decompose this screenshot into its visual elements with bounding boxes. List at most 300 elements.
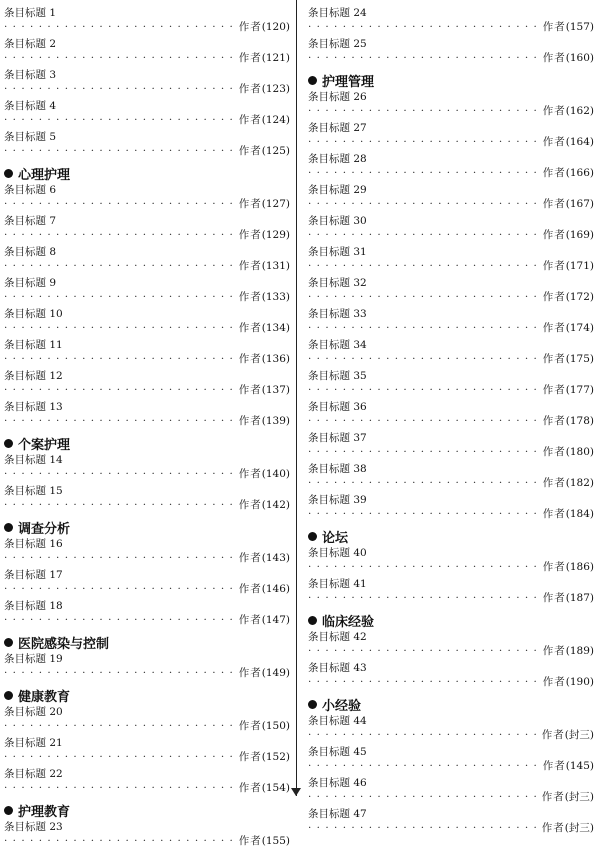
toc-entry[interactable]: [308, 745, 594, 773]
entry-authors: 作者: [238, 614, 262, 626]
left-column: [4, 6, 290, 851]
dot-leader: [4, 259, 235, 273]
dot-leader: [308, 20, 539, 34]
entry-title: 条目标题 36: [308, 401, 367, 413]
entry-meta: [4, 498, 290, 512]
entry-authors: 作者: [238, 583, 262, 595]
toc-section: [308, 694, 594, 835]
dot-leader: [4, 498, 235, 512]
bullet-icon: [4, 691, 13, 700]
entry-title: 条目标题 9: [4, 277, 57, 289]
entry-authors: 作者: [238, 52, 262, 64]
toc-entry[interactable]: [4, 183, 290, 211]
entry-title: 条目标题 27: [308, 122, 367, 134]
entry-page-number: (177): [565, 384, 594, 396]
entry-meta: [308, 476, 594, 490]
toc-entry[interactable]: [308, 630, 594, 658]
toc-entry[interactable]: [4, 484, 290, 512]
entry-meta: [308, 104, 594, 118]
entry-title: 条目标题 26: [308, 91, 367, 103]
bullet-icon: [4, 638, 13, 647]
toc-entry[interactable]: [308, 369, 594, 397]
entry-meta: [4, 228, 290, 242]
toc-entry[interactable]: [308, 90, 594, 118]
entry-title: 条目标题 47: [308, 808, 367, 820]
entry-title: 条目标题 38: [308, 463, 367, 475]
entry-page-number: (167): [565, 198, 594, 210]
toc-entry[interactable]: [308, 546, 594, 574]
entry-page-number: (160): [565, 52, 594, 64]
entry-title: 条目标题 22: [4, 768, 63, 780]
toc-entry[interactable]: [4, 338, 290, 366]
entry-page-number: (172): [565, 291, 594, 303]
dot-leader: [4, 383, 235, 397]
entry-meta: [308, 321, 594, 335]
entry-page-number: (162): [565, 105, 594, 117]
entry-meta: [308, 197, 594, 211]
toc-entry[interactable]: [308, 37, 594, 65]
section-title: 医院感染与控制: [18, 636, 110, 652]
toc-entry[interactable]: [4, 307, 290, 335]
entry-authors: 作者: [542, 353, 566, 365]
entry-meta: [4, 750, 290, 764]
entry-meta: [308, 591, 594, 605]
dot-leader: [308, 644, 539, 658]
entry-authors: 作者: [542, 291, 566, 303]
toc-entry[interactable]: [308, 493, 594, 521]
entry-title: 条目标题 30: [308, 215, 367, 227]
section-title: 护理管理: [322, 74, 375, 90]
entry-title: 条目标题 20: [4, 706, 63, 718]
entry-authors: 作者: [542, 105, 566, 117]
entry-meta: [308, 445, 594, 459]
entry-meta: [308, 644, 594, 658]
dot-leader: [308, 560, 539, 574]
entry-page-number: (174): [565, 322, 594, 334]
dot-leader: [308, 259, 539, 273]
bullet-icon: [308, 700, 317, 709]
entry-meta: [4, 467, 290, 481]
entry-page-number: (175): [565, 353, 594, 365]
dot-leader: [4, 719, 235, 733]
entry-meta: [308, 507, 594, 521]
entry-page-number: (137): [261, 384, 290, 396]
dot-leader: [4, 467, 235, 481]
entry-page-number: (164): [565, 136, 594, 148]
dot-leader: [308, 728, 538, 742]
entry-page-number: (152): [261, 751, 290, 763]
column-divider: [296, 0, 297, 796]
entry-page-number: (182): [565, 477, 594, 489]
entry-meta: [308, 20, 594, 34]
toc-section: [4, 6, 290, 158]
entry-title: 条目标题 42: [308, 631, 367, 643]
entry-page-number: (186): [565, 561, 594, 573]
entry-authors: 作者: [238, 782, 262, 794]
entry-page-number: (145): [565, 760, 594, 772]
toc-entry[interactable]: [308, 661, 594, 689]
toc-entry[interactable]: [308, 462, 594, 490]
section-title: 小经验: [322, 698, 362, 714]
dot-leader: [308, 321, 539, 335]
entry-meta: [4, 352, 290, 366]
toc-entry[interactable]: [4, 99, 290, 127]
toc-entry[interactable]: [308, 152, 594, 180]
toc-entry[interactable]: [4, 453, 290, 481]
entry-meta: [308, 352, 594, 366]
dot-leader: [4, 666, 235, 680]
entry-authors: 作者: [238, 751, 262, 763]
entry-authors: 作者: [542, 136, 566, 148]
entry-meta: [308, 414, 594, 428]
toc-entry[interactable]: [4, 568, 290, 596]
entry-title: 条目标题 11: [4, 339, 63, 351]
dot-leader: [4, 551, 235, 565]
entry-authors: 作者: [238, 21, 262, 33]
dot-leader: [308, 445, 539, 459]
section-header: [308, 70, 594, 90]
entry-title: 条目标题 7: [4, 215, 57, 227]
toc-entry[interactable]: [308, 183, 594, 211]
entry-page-number: (125): [261, 145, 290, 157]
entry-page-number: (166): [565, 167, 594, 179]
entry-meta: [4, 197, 290, 211]
section-header: [4, 800, 290, 820]
entry-meta: [4, 834, 290, 848]
entry-title: 条目标题 1: [4, 7, 57, 19]
dot-leader: [4, 834, 235, 848]
entry-title: 条目标题 28: [308, 153, 367, 165]
entry-authors: 作者: [238, 415, 262, 427]
entry-title: 条目标题 3: [4, 69, 57, 81]
entry-authors: 作者: [541, 822, 565, 834]
dot-leader: [4, 113, 235, 127]
entry-meta: [4, 51, 290, 65]
bullet-icon: [4, 806, 13, 815]
section-title: 护理教育: [18, 804, 71, 820]
toc-entry[interactable]: [308, 714, 594, 742]
toc-entry[interactable]: [308, 431, 594, 459]
entry-page-number: (134): [261, 322, 290, 334]
entry-title: 条目标题 46: [308, 777, 367, 789]
toc-entry[interactable]: [4, 276, 290, 304]
entry-meta: [4, 582, 290, 596]
entry-page-number: (155): [261, 835, 290, 847]
entry-authors: 作者: [238, 667, 262, 679]
entry-authors: 作者: [542, 415, 566, 427]
entry-authors: 作者: [238, 291, 262, 303]
entry-meta: [4, 414, 290, 428]
entry-authors: 作者: [542, 21, 566, 33]
entry-page-number: (封三): [564, 822, 594, 834]
dot-leader: [308, 821, 538, 835]
toc-entry[interactable]: [4, 400, 290, 428]
dot-leader: [308, 790, 538, 804]
entry-authors: 作者: [238, 322, 262, 334]
entry-authors: 作者: [542, 561, 566, 573]
section-title: 心理护理: [18, 167, 71, 183]
toc-section: [4, 163, 290, 428]
toc-entry[interactable]: [4, 6, 290, 34]
entry-page-number: (178): [565, 415, 594, 427]
bullet-icon: [4, 169, 13, 178]
entry-meta: [4, 144, 290, 158]
entry-page-number: (142): [261, 499, 290, 511]
entry-meta: [4, 719, 290, 733]
dot-leader: [4, 82, 235, 96]
dot-leader: [4, 781, 235, 795]
section-header: [308, 610, 594, 630]
toc-entry[interactable]: [308, 577, 594, 605]
entry-authors: 作者: [542, 676, 566, 688]
entry-title: 条目标题 35: [308, 370, 367, 382]
entry-authors: 作者: [542, 384, 566, 396]
toc-entry[interactable]: [4, 245, 290, 273]
entry-meta: [4, 321, 290, 335]
entry-meta: [308, 728, 594, 742]
entry-title: 条目标题 14: [4, 454, 63, 466]
entry-page-number: (129): [261, 229, 290, 241]
toc-entry[interactable]: [308, 400, 594, 428]
entry-title: 条目标题 31: [308, 246, 367, 258]
dot-leader: [4, 228, 235, 242]
entry-title: 条目标题 32: [308, 277, 367, 289]
toc-entry[interactable]: [4, 369, 290, 397]
toc-entry[interactable]: [308, 214, 594, 242]
toc-section: [4, 685, 290, 795]
entry-title: 条目标题 6: [4, 184, 57, 196]
toc-entry[interactable]: [4, 37, 290, 65]
right-column: [308, 6, 594, 838]
entry-authors: 作者: [238, 145, 262, 157]
entry-meta: [308, 290, 594, 304]
section-title: 个案护理: [18, 437, 71, 453]
section-header: [4, 163, 290, 183]
entry-title: 条目标题 39: [308, 494, 367, 506]
dot-leader: [4, 144, 235, 158]
dot-leader: [4, 352, 235, 366]
entry-title: 条目标题 33: [308, 308, 367, 320]
section-title: 临床经验: [322, 614, 375, 630]
entry-meta: [308, 383, 594, 397]
dot-leader: [308, 197, 539, 211]
entry-meta: [308, 259, 594, 273]
entry-title: 条目标题 40: [308, 547, 367, 559]
entry-title: 条目标题 2: [4, 38, 57, 50]
entry-page-number: (157): [565, 21, 594, 33]
entry-meta: [4, 20, 290, 34]
dot-leader: [308, 290, 539, 304]
entry-page-number: (180): [565, 446, 594, 458]
toc-entry[interactable]: [4, 130, 290, 158]
dot-leader: [4, 290, 235, 304]
entry-authors: 作者: [542, 260, 566, 272]
section-header: [308, 526, 594, 546]
toc-entry[interactable]: [308, 276, 594, 304]
entry-meta: [308, 135, 594, 149]
section-header: [4, 433, 290, 453]
dot-leader: [308, 507, 539, 521]
dot-leader: [308, 759, 539, 773]
dot-leader: [308, 166, 539, 180]
entry-meta: [4, 383, 290, 397]
entry-authors: 作者: [238, 83, 262, 95]
section-header: [4, 685, 290, 705]
section-header: [4, 632, 290, 652]
entry-title: 条目标题 4: [4, 100, 57, 112]
entry-page-number: (190): [565, 676, 594, 688]
entry-page-number: (154): [261, 782, 290, 794]
entry-authors: 作者: [238, 720, 262, 732]
bullet-icon: [308, 76, 317, 85]
entry-authors: 作者: [542, 229, 566, 241]
entry-title: 条目标题 19: [4, 653, 63, 665]
entry-page-number: (146): [261, 583, 290, 595]
entry-title: 条目标题 41: [308, 578, 367, 590]
section-title: 论坛: [322, 530, 349, 546]
dot-leader: [4, 321, 235, 335]
entry-page-number: (147): [261, 614, 290, 626]
toc-entry[interactable]: [4, 68, 290, 96]
entry-page-number: (121): [261, 52, 290, 64]
entry-authors: 作者: [238, 384, 262, 396]
dot-leader: [4, 613, 235, 627]
bullet-icon: [308, 532, 317, 541]
entry-page-number: (140): [261, 468, 290, 480]
dot-leader: [308, 104, 539, 118]
toc-section: [308, 526, 594, 605]
entry-meta: [308, 790, 594, 804]
entry-page-number: (123): [261, 83, 290, 95]
entry-title: 条目标题 23: [4, 821, 63, 833]
toc-entry[interactable]: [4, 652, 290, 680]
entry-authors: 作者: [542, 322, 566, 334]
entry-title: 条目标题 25: [308, 38, 367, 50]
entry-meta: [308, 821, 594, 835]
entry-title: 条目标题 15: [4, 485, 63, 497]
entry-page-number: (143): [261, 552, 290, 564]
entry-title: 条目标题 12: [4, 370, 63, 382]
entry-page-number: (131): [261, 260, 290, 272]
dot-leader: [308, 476, 539, 490]
entry-meta: [4, 290, 290, 304]
entry-authors: 作者: [542, 198, 566, 210]
entry-page-number: (139): [261, 415, 290, 427]
entry-page-number: (封三): [564, 791, 594, 803]
entry-meta: [308, 228, 594, 242]
entry-authors: 作者: [238, 353, 262, 365]
bullet-icon: [308, 616, 317, 625]
toc-section: [308, 70, 594, 521]
entry-meta: [308, 166, 594, 180]
toc-section: [4, 517, 290, 627]
dot-leader: [4, 51, 235, 65]
dot-leader: [308, 228, 539, 242]
toc-entry[interactable]: [4, 214, 290, 242]
entry-authors: 作者: [541, 791, 565, 803]
section-title: 调查分析: [18, 521, 71, 537]
toc-entry[interactable]: [308, 245, 594, 273]
dot-leader: [308, 414, 539, 428]
entry-meta: [308, 675, 594, 689]
entry-page-number: (120): [261, 21, 290, 33]
entry-title: 条目标题 29: [308, 184, 367, 196]
toc-entry[interactable]: [4, 736, 290, 764]
dot-leader: [308, 383, 539, 397]
toc-entry[interactable]: [4, 820, 290, 848]
toc-entry[interactable]: [308, 121, 594, 149]
toc-entry[interactable]: [4, 767, 290, 795]
entry-page-number: (封三): [564, 729, 594, 741]
entry-page-number: (124): [261, 114, 290, 126]
entry-title: 条目标题 43: [308, 662, 367, 674]
entry-authors: 作者: [238, 499, 262, 511]
entry-authors: 作者: [542, 52, 566, 64]
entry-meta: [4, 613, 290, 627]
bullet-icon: [4, 439, 13, 448]
entry-meta: [4, 551, 290, 565]
entry-title: 条目标题 34: [308, 339, 367, 351]
toc-entry[interactable]: [308, 6, 594, 34]
toc-section: [4, 632, 290, 680]
section-header: [4, 517, 290, 537]
toc-entry[interactable]: [308, 338, 594, 366]
entry-title: 条目标题 16: [4, 538, 63, 550]
entry-title: 条目标题 24: [308, 7, 367, 19]
dot-leader: [4, 20, 235, 34]
entry-meta: [4, 82, 290, 96]
entry-page-number: (133): [261, 291, 290, 303]
entry-authors: 作者: [542, 645, 566, 657]
toc-entry[interactable]: [4, 599, 290, 627]
entry-meta: [4, 113, 290, 127]
entry-page-number: (189): [565, 645, 594, 657]
entry-authors: 作者: [238, 114, 262, 126]
entry-meta: [308, 51, 594, 65]
bullet-icon: [4, 523, 13, 532]
entry-title: 条目标题 45: [308, 746, 367, 758]
entry-title: 条目标题 37: [308, 432, 367, 444]
toc-entry[interactable]: [4, 537, 290, 565]
dot-leader: [308, 135, 539, 149]
entry-authors: 作者: [542, 760, 566, 772]
section-title: 健康教育: [18, 689, 71, 705]
entry-page-number: (127): [261, 198, 290, 210]
dot-leader: [308, 51, 539, 65]
entry-page-number: (149): [261, 667, 290, 679]
entry-authors: 作者: [542, 508, 566, 520]
entry-title: 条目标题 13: [4, 401, 63, 413]
entry-title: 条目标题 10: [4, 308, 63, 320]
entry-page-number: (136): [261, 353, 290, 365]
entry-title: 条目标题 17: [4, 569, 63, 581]
toc-section: [308, 6, 594, 65]
toc-entry[interactable]: [308, 807, 594, 835]
entry-authors: 作者: [238, 552, 262, 564]
toc-entry[interactable]: [4, 705, 290, 733]
entry-authors: 作者: [238, 835, 262, 847]
entry-page-number: (171): [565, 260, 594, 272]
dot-leader: [4, 197, 235, 211]
entry-title: 条目标题 44: [308, 715, 367, 727]
entry-authors: 作者: [541, 729, 565, 741]
toc-entry[interactable]: [308, 307, 594, 335]
dot-leader: [4, 414, 235, 428]
entry-meta: [4, 666, 290, 680]
toc-section: [4, 800, 290, 848]
divider-arrow-icon: [291, 788, 301, 796]
entry-authors: 作者: [542, 477, 566, 489]
